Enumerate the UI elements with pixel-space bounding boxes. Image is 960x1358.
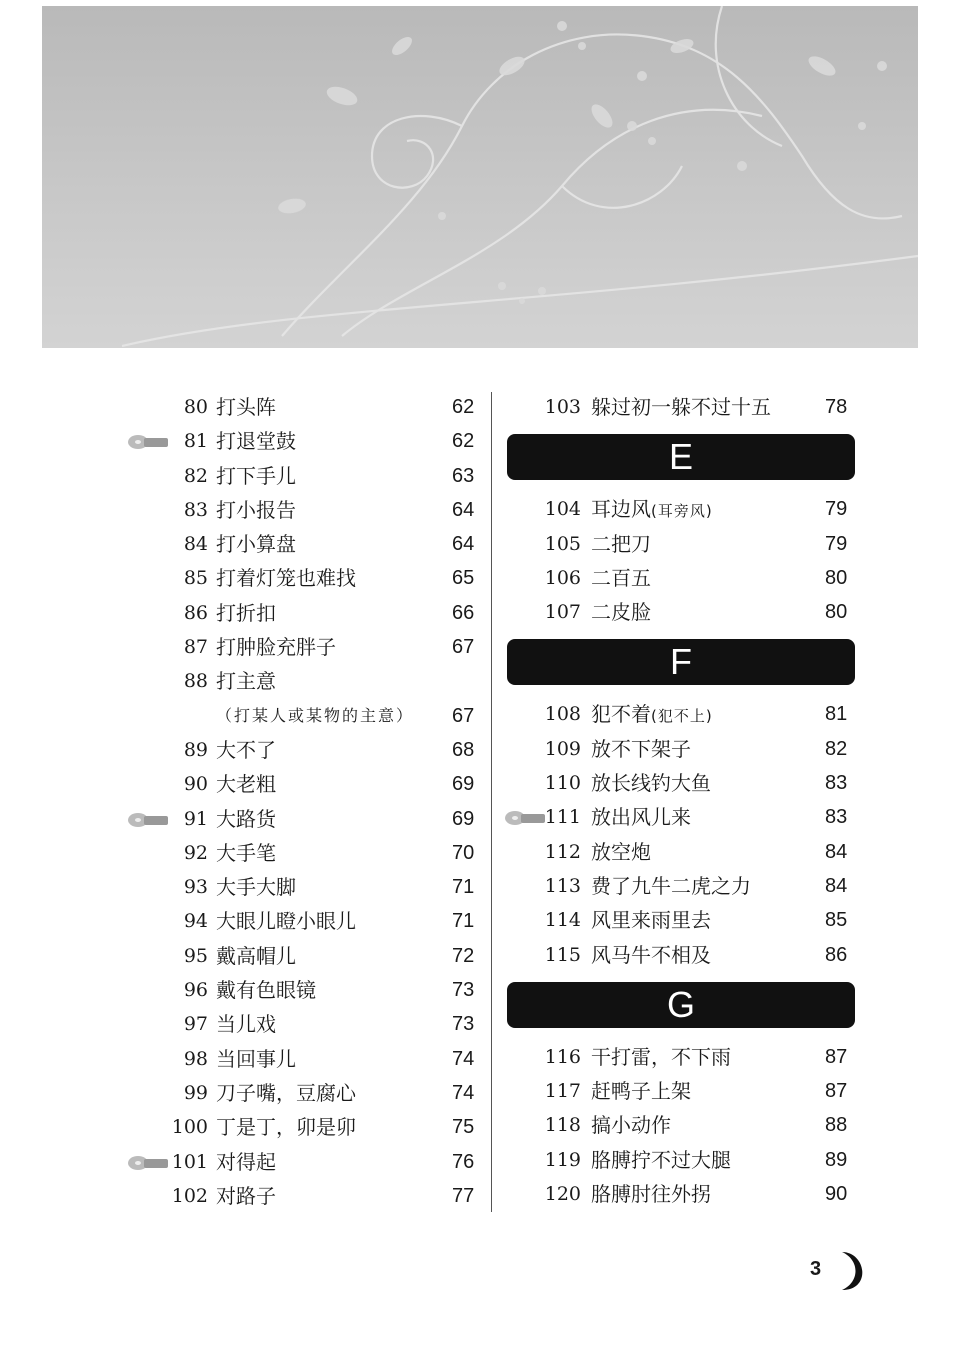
contents-entry: [130, 1110, 485, 1144]
contents-entry: [505, 903, 865, 937]
contents-entry: [130, 1042, 485, 1076]
entry-page: 77: [452, 1184, 475, 1207]
contents-entry: [505, 1108, 865, 1142]
contents-entry: [130, 733, 485, 767]
entry-page: 76: [452, 1150, 475, 1173]
entry-title: 二把刀: [591, 531, 651, 556]
entry-number: 85: [183, 567, 208, 590]
contents-entry: [130, 836, 485, 870]
contents-entry: [130, 699, 485, 733]
entry-page: 68: [452, 738, 475, 761]
entry-page: 84: [825, 874, 848, 897]
entry-number: 101: [171, 1150, 208, 1173]
entry-number: 100: [171, 1116, 208, 1139]
entry-title: 大老粗: [216, 772, 276, 797]
entry-number: 98: [183, 1047, 208, 1070]
entry-number: 93: [183, 876, 208, 899]
entry-number: 84: [183, 533, 208, 556]
entry-page: 71: [452, 910, 475, 933]
entry-title: 刀子嘴，豆腐心: [216, 1080, 356, 1105]
entry-title: 打小报告: [216, 497, 296, 522]
entry-number: 108: [544, 703, 581, 726]
section-letter-f: F: [507, 639, 855, 685]
entry-page: 85: [825, 909, 848, 932]
contents-left-column: [130, 390, 485, 1213]
entry-page: 62: [452, 396, 475, 418]
entry-page: 87: [825, 1045, 848, 1068]
entry-number: 83: [183, 498, 208, 521]
entry-title: 放空炮: [591, 839, 651, 864]
contents-right-column: [505, 390, 865, 1211]
entry-title: 打退堂鼓: [216, 429, 296, 454]
entry-note: (耳旁风): [651, 502, 713, 521]
contents-entry: [505, 595, 865, 629]
entry-page: 84: [825, 840, 848, 863]
entry-title: 对得起: [216, 1149, 276, 1174]
entry-number: 80: [183, 396, 208, 418]
entry-number: 86: [183, 601, 208, 624]
entry-title: 当儿戏: [216, 1012, 276, 1037]
contents-entry: [505, 1040, 865, 1074]
entry-number: 95: [183, 944, 208, 967]
entry-number: 99: [183, 1081, 208, 1104]
entry-number: 89: [183, 738, 208, 761]
contents-entry: [130, 1179, 485, 1213]
entry-number: 107: [544, 601, 581, 624]
contents-entry: [130, 870, 485, 904]
contents-entry: [130, 459, 485, 493]
entry-title: 放长线钓大鱼: [591, 771, 711, 796]
entry-title: 当回事儿: [216, 1046, 296, 1071]
entry-page: 88: [825, 1114, 848, 1137]
entry-page: 73: [452, 979, 475, 1002]
entry-number: 120: [544, 1183, 581, 1206]
crescent-moon-icon: [836, 1250, 872, 1292]
entry-page: 74: [452, 1047, 475, 1070]
contents-entry: [505, 561, 865, 595]
entry-number: 97: [183, 1013, 208, 1036]
entry-page: 67: [452, 704, 475, 727]
entry-number: 117: [544, 1080, 581, 1103]
entry-page: 69: [452, 807, 475, 830]
entry-number: 87: [183, 636, 208, 659]
entry-title: 躲过初一躲不过十五: [591, 395, 771, 419]
contents-entry: [505, 527, 865, 561]
entry-number: 118: [544, 1114, 581, 1137]
entry-title: 大手大脚: [216, 875, 296, 900]
contents-entry: [130, 561, 485, 595]
entry-page: 89: [825, 1148, 848, 1171]
section-letter-g: G: [507, 982, 855, 1028]
contents-entry: [130, 527, 485, 561]
entry-page: 64: [452, 498, 475, 521]
entry-title: 戴有色眼镜: [216, 978, 316, 1003]
entry-number: 92: [183, 841, 208, 864]
contents-entry: [505, 492, 865, 526]
entry-page: 65: [452, 567, 475, 590]
entry-title: 戴高帽儿: [216, 943, 296, 968]
entry-page: 67: [452, 636, 475, 659]
entry-title: 打头阵: [216, 395, 276, 419]
contents-entry: [130, 664, 485, 698]
entry-page: 71: [452, 876, 475, 899]
entry-title: 大路货: [216, 806, 276, 831]
entry-title: 赶鸭子上架: [591, 1079, 691, 1104]
contents-entry: [505, 766, 865, 800]
entry-number: 111: [544, 806, 581, 829]
entry-title: 胳膊拧不过大腿: [591, 1147, 731, 1172]
entry-page: 63: [452, 464, 475, 487]
entry-title: 对路子: [216, 1183, 276, 1208]
entry-page: 87: [825, 1080, 848, 1103]
entry-number: 96: [183, 979, 208, 1002]
entry-number: 88: [183, 670, 208, 693]
entry-number: 114: [544, 909, 581, 932]
contents-entry: [130, 973, 485, 1007]
floral-swirl-icon: [42, 6, 918, 348]
contents-entry: [130, 1145, 485, 1179]
entry-title: 二百五: [591, 565, 651, 590]
entry-title: 放出风儿来: [591, 805, 691, 830]
entry-number: 116: [544, 1045, 581, 1068]
entry-page: 86: [825, 943, 848, 966]
entry-page: 72: [452, 944, 475, 967]
contents-entry: [130, 630, 485, 664]
entry-note: (犯不上): [651, 707, 713, 726]
contents-entry: [130, 1007, 485, 1041]
entry-title: 干打雷，不下雨: [591, 1044, 731, 1069]
entry-page: 75: [452, 1116, 475, 1139]
entry-number: 109: [544, 737, 581, 760]
entry-title: 大眼儿瞪小眼儿: [216, 909, 356, 934]
contents-entry: [505, 697, 865, 731]
entry-number: 112: [544, 840, 581, 863]
decorative-banner: [42, 6, 918, 348]
entry-page: 79: [825, 498, 848, 521]
page-number: 3: [810, 1258, 822, 1280]
entry-number: 119: [544, 1148, 581, 1171]
entry-number: 110: [544, 772, 581, 795]
entry-number: 104: [544, 498, 581, 521]
contents-entry: [505, 1177, 865, 1211]
entry-title: 打折扣: [216, 600, 276, 625]
column-divider: [491, 392, 492, 1212]
entry-page: 62: [452, 430, 475, 453]
entry-number: 81: [183, 430, 208, 453]
entry-title: 打肿脸充胖子: [216, 635, 336, 660]
entry-page: 74: [452, 1081, 475, 1104]
entry-title: 大手笔: [216, 840, 276, 865]
entry-page: 66: [452, 601, 475, 624]
entry-number: 102: [171, 1184, 208, 1207]
entry-title: 搞小动作: [591, 1113, 671, 1138]
entry-title: 打着灯笼也难找: [216, 566, 356, 591]
entry-title: 耳边风(耳旁风): [591, 497, 713, 522]
entry-page: 82: [825, 737, 848, 760]
entry-number: 103: [544, 396, 581, 418]
contents-entry: [130, 424, 485, 458]
entry-number: 115: [544, 943, 581, 966]
entry-title: 打下手儿: [216, 463, 296, 488]
entry-title: 放不下架子: [591, 736, 691, 761]
entry-page: 83: [825, 772, 848, 795]
entry-number: 113: [544, 874, 581, 897]
entry-page: 83: [825, 806, 848, 829]
entry-number: 94: [183, 910, 208, 933]
entry-page: 69: [452, 773, 475, 796]
contents-entry: [130, 767, 485, 801]
contents-entry: [505, 938, 865, 972]
entry-title: 打小算盘: [216, 532, 296, 557]
contents-entry: [130, 493, 485, 527]
contents-entry: [505, 1074, 865, 1108]
entry-page: 78: [825, 396, 848, 418]
entry-number: 106: [544, 566, 581, 589]
contents-entry: [505, 1143, 865, 1177]
entry-number: 90: [183, 773, 208, 796]
contents-entry: [130, 904, 485, 938]
entry-title: 二皮脸: [591, 600, 651, 625]
contents-entry: [130, 1076, 485, 1110]
entry-title: 打主意: [216, 669, 276, 694]
entry-number: 91: [183, 807, 208, 830]
entry-page: 73: [452, 1013, 475, 1036]
entry-title: 胳膊肘往外拐: [591, 1182, 711, 1207]
entry-title: （打某人或某物的主意）: [216, 705, 415, 725]
entry-page: 70: [452, 841, 475, 864]
entry-number: 105: [544, 532, 581, 555]
entry-title: 犯不着(犯不上): [591, 702, 713, 727]
entry-page: 79: [825, 532, 848, 555]
contents-entry: [505, 390, 865, 424]
contents-entry: [505, 732, 865, 766]
entry-number: 82: [183, 464, 208, 487]
contents-entry: [130, 390, 485, 424]
entry-title: 大不了: [216, 737, 276, 762]
entry-page: 81: [825, 703, 848, 726]
entry-title: 丁是丁，卯是卯: [216, 1115, 356, 1140]
entry-page: 64: [452, 533, 475, 556]
entry-title: 费了九牛二虎之力: [591, 873, 751, 898]
contents-entry: [130, 596, 485, 630]
entry-page: 80: [825, 566, 848, 589]
entry-title: 风马牛不相及: [591, 942, 711, 967]
contents-entry: [505, 869, 865, 903]
contents-entry: [505, 800, 865, 834]
entry-page: 90: [825, 1183, 848, 1206]
contents-entry: [130, 802, 485, 836]
entry-title: 风里来雨里去: [591, 908, 711, 933]
contents-entry: [505, 835, 865, 869]
contents-entry: [130, 939, 485, 973]
section-letter-e: E: [507, 434, 855, 480]
entry-page: 80: [825, 601, 848, 624]
